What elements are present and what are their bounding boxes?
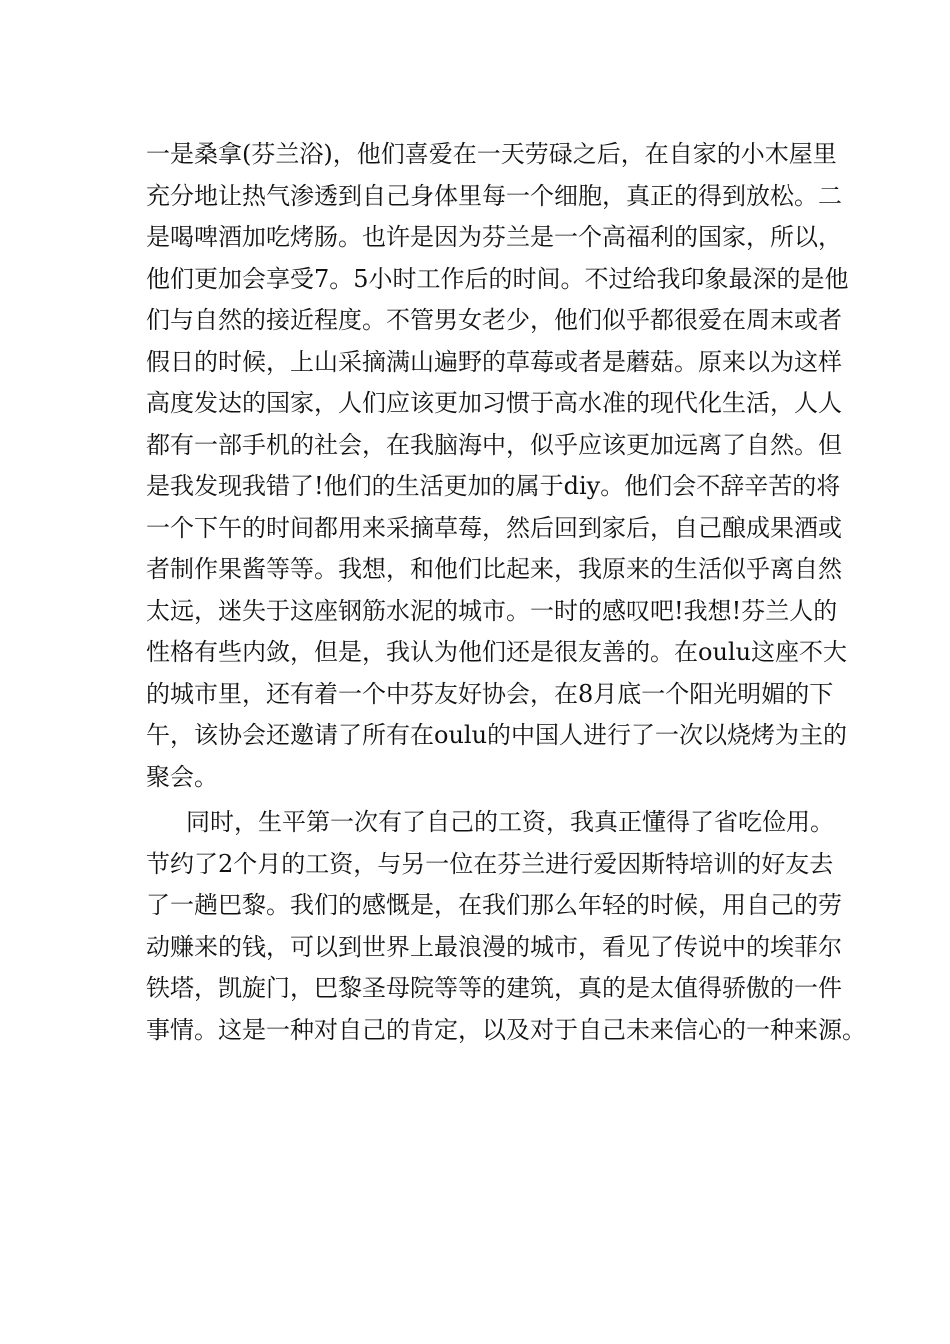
text-line: 动赚来的钱，可以到世界上最浪漫的城市，看见了传说中的埃菲尔 bbox=[146, 932, 842, 961]
text-line: 高度发达的国家，人们应该更加习惯于高水准的现代化生活，人人 bbox=[146, 389, 842, 417]
text-line: 都有一部手机的社会，在我脑海中，似乎应该更加远离了自然。但 bbox=[146, 430, 842, 459]
text-line: 太远，迷失于这座钢筋水泥的城市。一时的感叹吧!我想!芬兰人的 bbox=[146, 596, 838, 625]
text-line: 一个下午的时间都用来采摘草莓，然后回到家后，自己酿成果酒或 bbox=[146, 513, 842, 542]
text-line: 事情。这是一种对自己的肯定，以及对于自己未来信心的一种来源。 bbox=[146, 1015, 866, 1044]
text-line: 他们更加会享受7。5小时工作后的时间。不过给我印象最深的是他 bbox=[146, 264, 849, 293]
text-line: 是我发现我错了!他们的生活更加的属于diy。他们会不辞辛苦的将 bbox=[146, 472, 841, 500]
paragraph-2 bbox=[146, 802, 866, 1051]
text-line: 一是桑拿(芬兰浴)，他们喜爱在一天劳碌之后，在自家的小木屋里 bbox=[146, 140, 837, 168]
text-line: 聚会。 bbox=[146, 762, 218, 791]
text-line: 铁塔，凯旋门，巴黎圣母院等等的建筑，真的是太值得骄傲的一件 bbox=[146, 974, 842, 1002]
text-line: 者制作果酱等等。我想，和他们比起来，我原来的生活似乎离自然 bbox=[146, 555, 842, 583]
text-line: 假日的时候，上山采摘满山遍野的草莓或者是蘑菇。原来以为这样 bbox=[146, 347, 842, 376]
text-line: 了一趟巴黎。我们的感慨是，在我们那么年轻的时候，用自己的劳 bbox=[146, 891, 842, 919]
text-line: 们与自然的接近程度。不管男女老少，他们似乎都很爱在周末或者 bbox=[146, 306, 842, 334]
text-line: 午，该协会还邀请了所有在oulu的中国人进行了一次以烧烤为主的 bbox=[146, 721, 848, 749]
text-line: 节约了2个月的工资，与另一位在芬兰进行爱因斯特培训的好友去 bbox=[146, 849, 834, 878]
text-line: 性格有些内敛，但是，我认为他们还是很友善的。在oulu这座不大 bbox=[146, 638, 848, 666]
text-line: 充分地让热气渗透到自己身体里每一个细胞，真正的得到放松。二 bbox=[146, 181, 842, 210]
document-body bbox=[146, 134, 866, 1051]
text-line: 是喝啤酒加吃烤肠。也许是因为芬兰是一个高福利的国家，所以， bbox=[146, 223, 842, 251]
text-line-indented: 同时，生平第一次有了自己的工资，我真正懂得了省吃俭用。 bbox=[186, 808, 834, 836]
paragraph-1 bbox=[146, 134, 849, 798]
text-line: 的城市里，还有着一个中芬友好协会，在8月底一个阳光明媚的下 bbox=[146, 679, 834, 708]
